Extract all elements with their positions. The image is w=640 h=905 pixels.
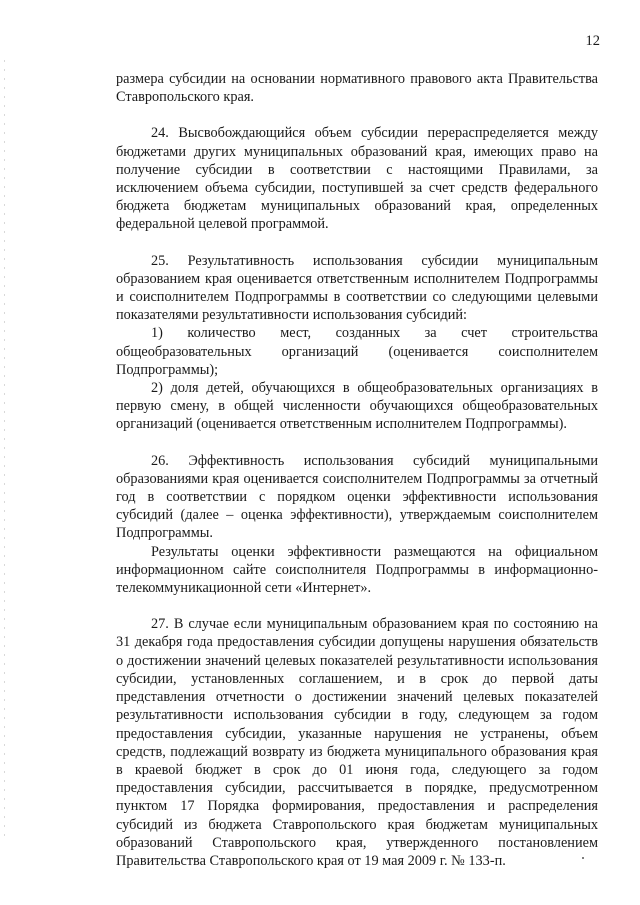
page-number: 12	[585, 33, 600, 49]
paragraph-25-item-2: 2) доля детей, обучающихся в общеобразовательных организациях в первую смену, в общей численности обучающихся общеобразовательных организаций (оценивается ответственным исполнителем Подпрограммы).	[116, 380, 598, 433]
scan-speck	[582, 857, 584, 859]
paragraph-26: 26. Эффективность использования субсидий муниципальными образованиями края оценивается соисполнителем Подпрограммы за отчетный год в соответствии с порядком оценки эффективности использования субсидий (далее – оценка эффективности), утверждаемым соисполнителем Подпрограммы.	[116, 452, 598, 542]
paragraph-26-results: Результаты оценки эффективности размещаются на официальном информационном сайте соисполнителя Подпрограммы в информационно-телекоммуникационной сети «Интернет».	[116, 543, 598, 597]
document-body	[116, 70, 598, 870]
paragraph-25-item-1: 1) количество мест, созданных за счет строительства общеобразовательных организаций (оценивается соисполнителем Подпрограммы);	[116, 325, 598, 378]
scan-edge-artifact	[4, 60, 5, 840]
paragraph-24: 24. Высвобождающийся объем субсидии перераспределяется между бюджетами других муниципальных образований края, имеющих право на получение субсидии в соответствии с настоящими Правилами, за исключением объема субсидии, поступившей за счет средств федерального бюджета бюджетам муниципальных образований края, определенных федеральной целевой программой.	[116, 125, 598, 233]
paragraph-25: 25. Результативность использования субсидии муниципальным образованием края оценивается ответственным исполнителем Подпрограммы и соисполнителем Подпрограммы в соответствии со следующими целевыми показателями результативности использования субсидий:	[116, 252, 598, 324]
paragraph-continuation: размера субсидии на основании нормативного правового акта Правительства Ставропольского края.	[116, 71, 598, 106]
paragraph-27: 27. В случае если муниципальным образованием края по состоянию на 31 декабря года предоставления субсидии допущены нарушения обязательств о достижении значений целевых показателей результативности использования субсидии, установленных соглашением, и в срок до первой даты представления отчетности о достижении значений целевых показателей результативности использования субсидии в году, следующем за годом предоставления субсидии, указанные нарушения не устранены, объем средств, подлежащий возврату из бюджета муниципального образования края в краевой бюджет в срок до 01 июня года, следующего за годом предоставления субсидии, рассчитывается в порядке, предусмотренном пунктом 17 Порядка формирования, предоставления и распределения субсидий из бюджета Ставропольского края бюджетам муниципальных образований Ставропольского края, утвержденного постановлением Правительства Ставропольского края от 19 мая 2009 г. № 133-п.	[116, 616, 598, 869]
